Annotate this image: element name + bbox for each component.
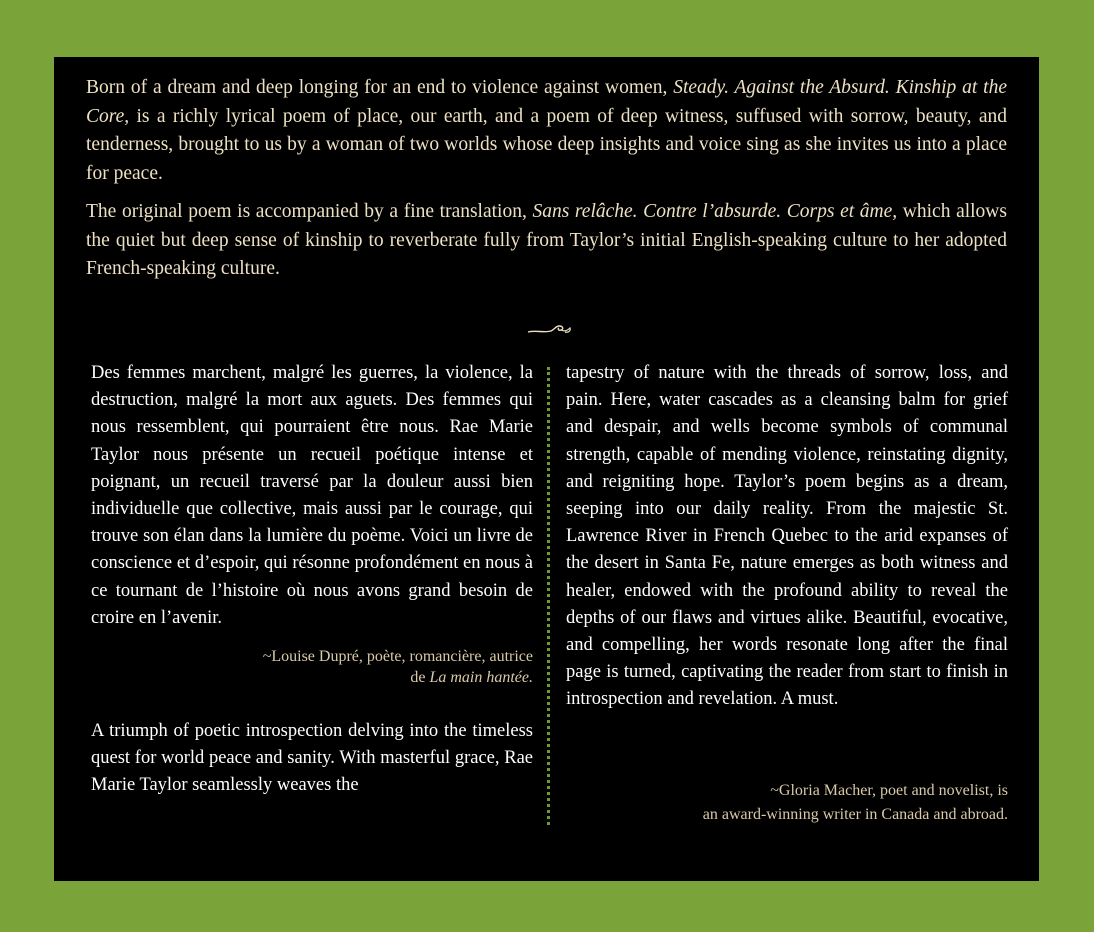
right-column [566,360,1008,714]
book-title-french: Sans relâche. Contre l’absurde. Corps et âme, [532,201,898,222]
attribution-macher-line2: an award-winning writer in Canada and abroad. [702,806,1008,823]
intro-paragraph-2 [86,198,1007,284]
back-cover-panel [54,57,1039,881]
attribution-book-title: La main hantée. [429,669,533,687]
intro-p2-text: The original poem is accompanied by a fine translation, [86,201,533,222]
attribution-macher [566,779,1008,827]
review-macher-start: A triumph of poetic introspection delving into the timeless quest for world peace and sanity. With masterful grace, Rae Marie Taylor seamlessly weaves the [91,721,533,796]
intro-p1-text-cont: is a richly lyrical poem of place, our earth, and a poem of deep witness, suffused with sorrow, beauty, and tenderness, brought to us by a woman of two worlds whose deep insights and voice sing as she invites us into a place for peace. [86,105,1007,184]
intro-p1-text: Born of a dream and deep longing for an end to violence against women, [86,77,674,98]
attribution-dupre-line2 [91,667,533,688]
left-column [91,360,533,800]
intro-p2-text-cont: which allows the quiet but deep sense of kinship to reverberate fully from Taylor’s initial English-speaking culture to her adopted French-speaking culture. [86,201,1007,279]
attribution-macher-line1: ~Gloria Macher, poet and novelist, is [770,782,1008,799]
book-title-english: Steady. Against the Absurd. Kinship at the Core, [86,77,1007,127]
intro-blurb [86,74,1007,294]
flourish-ornament-icon [524,319,574,339]
review-macher-continued: tapestry of nature with the threads of sorrow, loss, and pain. Here, water cascades as a cleansing balm for grief and despair, and wells become symbols of communal strength, capable of mending violence, reinstating dignity, and reigniting hope. Taylor’s poem begins as a dream, seeping into our daily reality. From the majestic St. Lawrence River in French Quebec to the arid expanses of the desert in Santa Fe, nature emerges as both witness and healer, endowed with the profound ability to reveal the depths of our flaws and virtues alike. Beautiful, evocative, and compelling, her words resonate long after the final page is turned, captivating the reader from start to finish in introspection and revelation. A must. [566,363,1008,710]
intro-paragraph-1 [86,74,1007,188]
column-divider [547,367,550,825]
attribution-dupre-line1: ~Louise Dupré, poète, romancière, autrice [262,648,533,666]
review-dupre: Des femmes marchent, malgré les guerres, la violence, la destruction, malgré la mort aux aguets. Des femmes qui nous ressemblent, qui pourraient être nous. Rae Marie Taylor nous présente un recueil poétique intense et poignant, un recueil traversé par la douleur aussi bien individuelle que collective, mais aussi par le courage, qui trouve son élan dans la lumière du poème. Voici un livre de conscience et d’espoir, qui résonne profondément en nous à ce tournant de l’histoire où nous avons grand besoin de croire en l’avenir. [91,363,533,628]
attribution-prefix: de [410,669,430,687]
attribution-dupre [91,646,533,688]
